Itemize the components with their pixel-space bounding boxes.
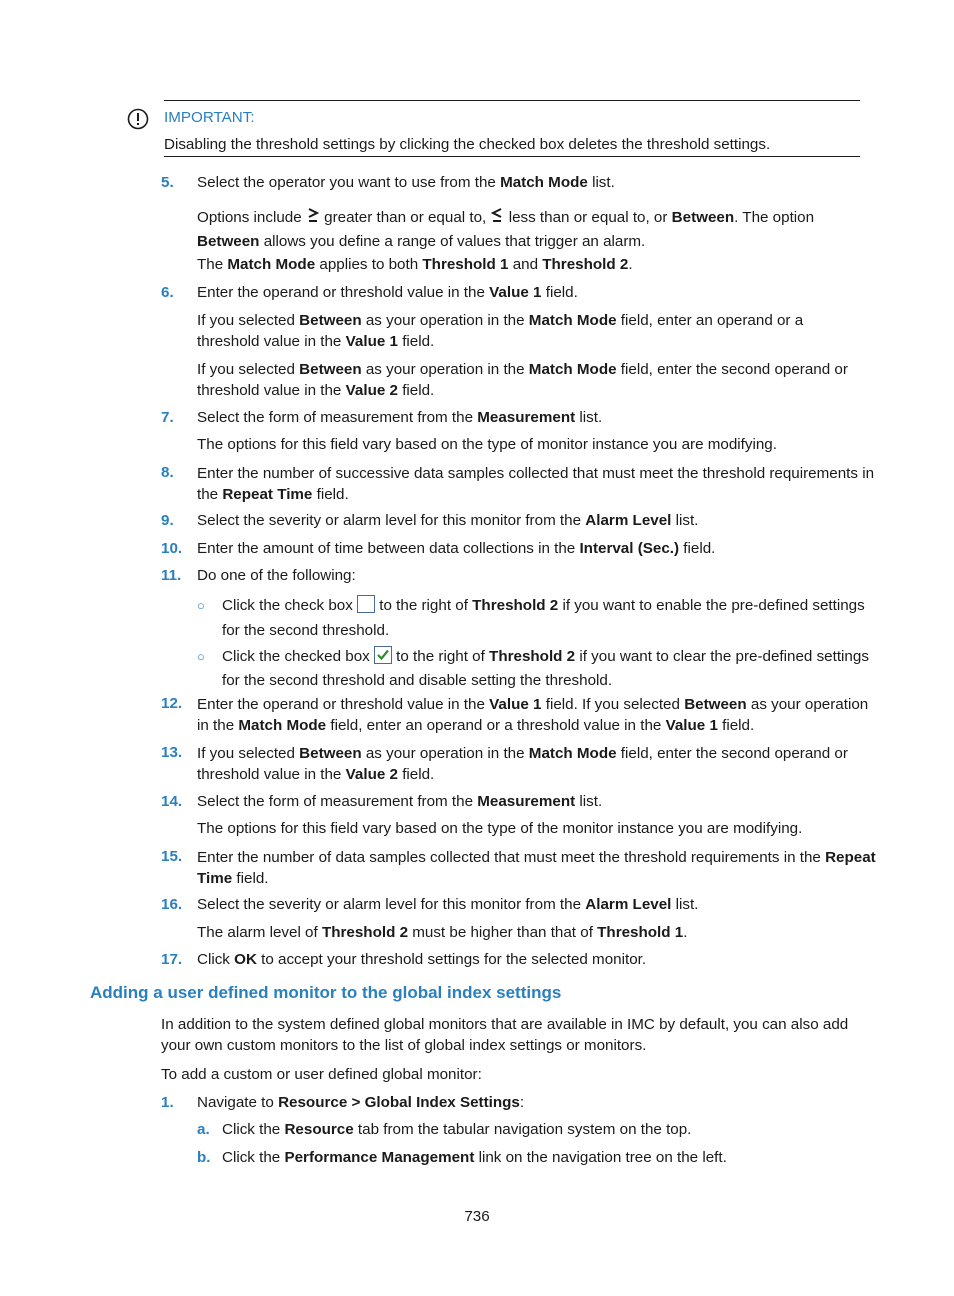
text-line <box>197 868 876 889</box>
text-run: The options for this field vary based on the type of monitor instance you are modifying. <box>197 436 777 453</box>
step-text <box>197 511 698 531</box>
step-text <box>197 743 848 785</box>
text-run: list. <box>575 409 603 426</box>
text-run: . The option <box>734 209 815 226</box>
step-text <box>197 463 874 505</box>
bold-term: Repeat <box>825 849 876 866</box>
text-line <box>197 359 848 380</box>
bold-term: Measurement <box>477 793 576 810</box>
step-number: 16. <box>161 896 183 913</box>
bold-term: Interval (Sec.) <box>579 540 680 557</box>
step-number: 12. <box>161 695 183 712</box>
text-run: In addition to the system defined global monitors that are available in IMC by default, you can also add <box>161 1016 849 1033</box>
text-run: field, enter an operand or a threshold value in the <box>326 717 666 734</box>
bold-term: Repeat Time <box>222 486 313 503</box>
text-run: in the <box>197 717 239 734</box>
text-run: Select the severity or alarm level for this monitor from the <box>197 512 586 529</box>
text-run: allows you define a range of values that trigger an alarm. <box>259 233 646 250</box>
text-line <box>222 646 869 670</box>
substep-text <box>222 1120 691 1140</box>
text-line <box>197 950 646 970</box>
text-line <box>197 819 802 839</box>
text-run: Click the check box <box>222 597 358 614</box>
bold-term: Threshold 2 <box>542 256 629 273</box>
step-note <box>197 923 687 943</box>
text-line <box>197 463 874 484</box>
text-line <box>197 380 848 401</box>
text-run: to the right of <box>375 597 473 614</box>
text-run: The <box>197 256 228 273</box>
bold-term: Value 1 <box>345 333 398 350</box>
text-run: Enter the operand or threshold value in the <box>197 284 490 301</box>
text-line <box>197 231 814 252</box>
step-text <box>197 539 715 559</box>
text-run: threshold value in the <box>197 382 346 399</box>
text-run: field. <box>717 717 755 734</box>
text-run: If you selected <box>197 745 300 762</box>
text-run: . <box>683 924 688 941</box>
text-run: field. <box>679 540 716 557</box>
step-text <box>197 283 578 303</box>
text-run: for the second threshold and disable setting the threshold. <box>222 672 613 689</box>
bold-term: Alarm Level <box>585 896 672 913</box>
bullet-text <box>222 646 869 691</box>
bold-term: Resource <box>284 1121 354 1138</box>
bold-term: Value 1 <box>665 717 718 734</box>
bold-term: Threshold 1 <box>597 924 684 941</box>
step-text <box>197 694 868 736</box>
bold-term: OK <box>234 951 257 968</box>
text-run: threshold value in the <box>197 766 346 783</box>
step-number: 13. <box>161 744 183 761</box>
bold-term: Match Mode <box>528 312 617 329</box>
text-run: field. <box>232 870 269 887</box>
text-run: Enter the operand or threshold value in the <box>197 696 490 713</box>
text-run: Do one of the following: <box>197 567 356 584</box>
text-line <box>197 895 698 915</box>
text-run: to the right of <box>391 648 490 665</box>
text-run: To add a custom or user defined global monitor: <box>161 1066 482 1083</box>
text-line <box>197 255 633 275</box>
section-lead <box>161 1065 482 1085</box>
bold-term: Between <box>684 696 747 713</box>
text-run: as your operation in the <box>361 361 529 378</box>
bold-term: Between <box>299 745 362 762</box>
text-run: your own custom monitors to the list of global index settings or monitors. <box>161 1037 647 1054</box>
text-run: link on the navigation tree on the left. <box>474 1149 727 1166</box>
text-line <box>161 1035 848 1056</box>
text-line <box>222 595 865 620</box>
bold-term: Match Mode <box>238 717 327 734</box>
text-run: The alarm level of <box>197 924 322 941</box>
text-run: field. <box>541 284 578 301</box>
step-number: 11. <box>161 567 182 584</box>
bold-term: Alarm Level <box>585 512 672 529</box>
text-line <box>222 1148 727 1168</box>
text-line <box>161 1014 848 1035</box>
text-run: for the second threshold. <box>222 622 390 639</box>
step-number: 17. <box>161 951 183 968</box>
step-note <box>197 207 814 252</box>
text-run: as your operation <box>746 696 869 713</box>
text-run: Click <box>197 951 235 968</box>
text-line <box>197 207 814 231</box>
warning-icon <box>127 108 149 130</box>
bold-term: Performance Management <box>284 1149 475 1166</box>
important-label: IMPORTANT: <box>164 109 255 126</box>
text-run: Click the <box>222 1149 285 1166</box>
bold-term: Threshold 2 <box>321 924 409 941</box>
text-run: list. <box>575 793 603 810</box>
step-text <box>197 1093 524 1113</box>
step-text <box>197 895 698 915</box>
text-run: as your operation in the <box>361 312 529 329</box>
text-run: field. If you selected <box>541 696 685 713</box>
step-number: 8. <box>161 464 174 481</box>
text-line <box>197 484 874 505</box>
text-run: field. <box>312 486 349 503</box>
text-run: Navigate to <box>197 1094 279 1111</box>
important-bottom-rule <box>164 156 860 157</box>
bold-term: Between <box>671 209 735 226</box>
text-run: if you want to enable the pre-defined settings <box>558 597 865 614</box>
text-run: If you selected <box>197 312 300 329</box>
text-line <box>197 408 602 428</box>
text-line <box>197 435 777 455</box>
text-line <box>197 173 615 193</box>
text-line <box>161 1065 482 1085</box>
text-run: : <box>519 1094 525 1111</box>
bullet-mark: ○ <box>197 598 205 613</box>
text-line <box>197 923 687 943</box>
important-top-rule <box>164 100 860 101</box>
step-text <box>197 566 356 586</box>
text-run: tab from the tabular navigation system on the top. <box>353 1121 692 1138</box>
text-line <box>197 310 803 331</box>
step-number: 10. <box>161 540 183 557</box>
text-run: list. <box>587 174 615 191</box>
text-run: list. <box>671 896 699 913</box>
step-text <box>197 792 602 812</box>
substep-letter: b. <box>197 1149 211 1166</box>
text-line <box>197 539 715 559</box>
text-run: less than or equal to, or <box>504 209 672 226</box>
text-run: and <box>508 256 543 273</box>
text-run: as your operation in the <box>361 745 529 762</box>
text-run: threshold value in the <box>197 333 346 350</box>
text-run: field. <box>397 382 435 399</box>
bold-term: Threshold 2 <box>472 597 559 614</box>
checkbox-unchecked-icon <box>357 595 375 620</box>
step-number: 5. <box>161 174 174 191</box>
step-text <box>197 408 602 428</box>
text-line <box>197 566 356 586</box>
bold-term: Value 1 <box>489 284 542 301</box>
step-text <box>197 950 646 970</box>
bold-term: Match Mode <box>227 256 316 273</box>
page-number: 736 <box>464 1208 490 1225</box>
step-number: 9. <box>161 512 174 529</box>
text-run: Enter the number of successive data samples collected that must meet the threshold requirements in <box>197 465 875 482</box>
bold-term: Match Mode <box>528 745 617 762</box>
bold-term: Value 2 <box>345 382 398 399</box>
text-line <box>197 331 803 352</box>
bullet-mark: ○ <box>197 649 205 664</box>
text-run: Select the form of measurement from the <box>197 793 478 810</box>
text-run: field, enter an operand or a <box>616 312 804 329</box>
bold-term: Threshold 1 <box>422 256 509 273</box>
important-text: Disabling the threshold settings by clicking the checked box deletes the threshold settings. <box>164 136 771 153</box>
text-run: field. <box>397 333 435 350</box>
bold-term: Threshold 2 <box>489 648 576 665</box>
bold-term: Match Mode <box>500 174 588 191</box>
text-run: applies to both <box>315 256 423 273</box>
text-run: field, enter the second operand or <box>616 745 848 762</box>
step-note <box>197 255 633 275</box>
text-line <box>222 620 865 642</box>
text-run: Enter the number of data samples collected that must meet the threshold requirements in the <box>197 849 826 866</box>
step-number: 1. <box>161 1094 174 1111</box>
text-line <box>197 764 848 785</box>
bold-term: Measurement <box>477 409 576 426</box>
text-run: the <box>197 486 223 503</box>
text-run: If you selected <box>197 361 300 378</box>
text-line <box>197 1093 524 1113</box>
text-run: Options include <box>197 209 306 226</box>
bold-term: Match Mode <box>528 361 617 378</box>
text-run: field, enter the second operand or <box>616 361 848 378</box>
text-line <box>197 694 868 715</box>
bold-term: Between <box>299 361 362 378</box>
step-text <box>197 847 876 889</box>
bold-term: Value 2 <box>345 766 398 783</box>
text-run: to accept your threshold settings for the selected monitor. <box>256 951 647 968</box>
text-run: Select the severity or alarm level for this monitor from the <box>197 896 586 913</box>
text-line <box>197 715 868 736</box>
step-text <box>197 173 615 193</box>
text-run: greater than or equal to, <box>319 209 491 226</box>
text-run: Select the form of measurement from the <box>197 409 478 426</box>
text-line <box>197 792 602 812</box>
text-run: . <box>628 256 633 273</box>
bold-term: Resource > Global Index Settings <box>278 1094 520 1111</box>
substep-text <box>222 1148 727 1168</box>
text-line <box>197 743 848 764</box>
bold-term: Time <box>197 870 233 887</box>
bold-term: Between <box>197 233 260 250</box>
text-line <box>197 847 876 868</box>
step-note <box>197 435 777 455</box>
text-line <box>197 511 698 531</box>
text-run: Click the checked box <box>222 648 374 665</box>
section-intro <box>161 1014 848 1056</box>
text-run: if you want to clear the pre-defined settings <box>575 648 869 665</box>
bullet-text <box>222 595 865 642</box>
text-run: The options for this field vary based on the type of the monitor instance you are modifying. <box>197 820 803 837</box>
step-number: 6. <box>161 284 174 301</box>
step-note <box>197 310 803 352</box>
section-heading: Adding a user defined monitor to the global index settings <box>90 983 562 1002</box>
less-equal-icon <box>490 207 504 231</box>
step-note <box>197 819 802 839</box>
text-run: field. <box>397 766 435 783</box>
text-run: Select the operator you want to use from the <box>197 174 501 191</box>
bold-term: Between <box>299 312 362 329</box>
bold-term: Value 1 <box>489 696 542 713</box>
step-number: 7. <box>161 409 174 426</box>
greater-equal-icon <box>306 207 320 231</box>
text-line <box>197 283 578 303</box>
text-run: must be higher than that of <box>408 924 598 941</box>
text-run: list. <box>671 512 699 529</box>
substep-letter: a. <box>197 1121 210 1138</box>
step-number: 15. <box>161 848 183 865</box>
checkbox-checked-icon <box>374 646 392 670</box>
text-line <box>222 670 869 691</box>
step-note <box>197 359 848 401</box>
step-number: 14. <box>161 793 183 810</box>
text-run: Click the <box>222 1121 285 1138</box>
text-line <box>222 1120 691 1140</box>
text-run: Enter the amount of time between data collections in the <box>197 540 580 557</box>
